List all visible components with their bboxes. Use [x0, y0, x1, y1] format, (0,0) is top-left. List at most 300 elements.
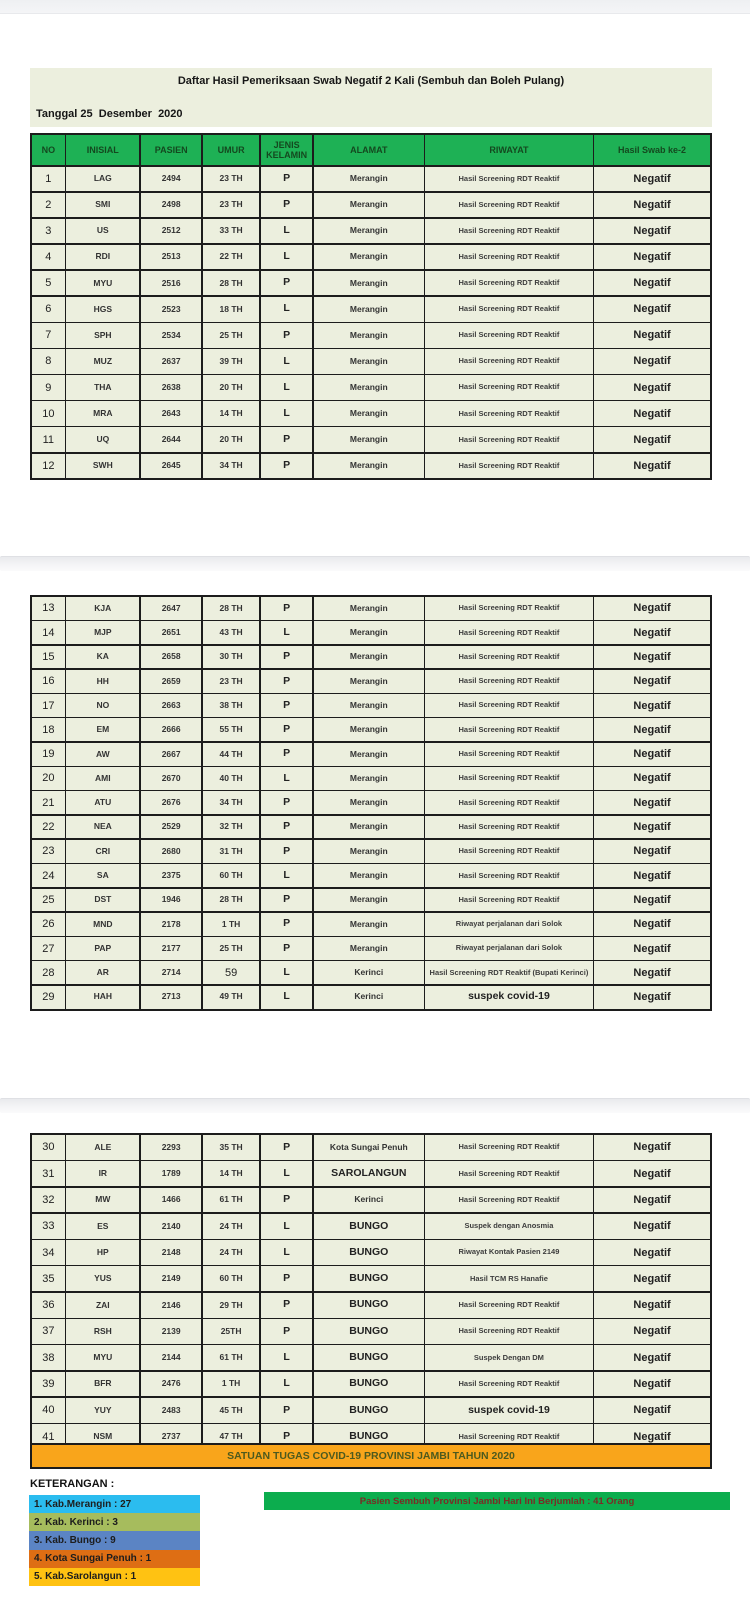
cell-hasil-swab: Negatif	[594, 889, 710, 912]
cell-riwayat: Hasil Screening RDT Reaktif	[425, 375, 592, 400]
cell-no: 3	[32, 219, 65, 244]
cell-hasil-swab: Negatif	[594, 1214, 710, 1239]
cell-pasien: 2659	[141, 670, 201, 693]
cell-pasien: 2149	[141, 1266, 201, 1291]
cell-umur: 1 TH	[203, 913, 259, 936]
cell-inisial: EM	[66, 718, 139, 741]
cell-pasien: 2144	[141, 1345, 201, 1370]
cell-riwayat: Hasil Screening RDT Reaktif	[425, 621, 592, 644]
cell-inisial: AMI	[66, 767, 139, 790]
legend-item: 4. Kota Sungai Penuh : 1	[29, 1550, 200, 1568]
cell-pasien: 2651	[141, 621, 201, 644]
cell-no: 18	[32, 718, 65, 741]
cell-inisial: MYU	[66, 271, 139, 296]
cell-no: 41	[32, 1424, 65, 1449]
legend-item: 5. Kab.Sarolangun : 1	[29, 1568, 200, 1586]
cell-riwayat: suspek covid-19	[425, 986, 592, 1009]
cell-jenis-kelamin: L	[261, 219, 313, 244]
cell-inisial: SMI	[66, 193, 139, 218]
cell-no: 19	[32, 743, 65, 766]
cell-pasien: 2676	[141, 791, 201, 814]
column-header-pasien: PASIEN	[141, 135, 201, 165]
cell-umur: 38 TH	[203, 694, 259, 717]
cell-hasil-swab: Negatif	[594, 1266, 710, 1291]
cell-jenis-kelamin: L	[261, 401, 313, 426]
column-header-umur: UMUR	[203, 135, 259, 165]
page-separator-1	[0, 556, 750, 571]
cell-alamat: Merangin	[314, 864, 424, 887]
page-separator-2	[0, 1098, 750, 1113]
cell-hasil-swab: Negatif	[594, 427, 710, 452]
cell-hasil-swab: Negatif	[594, 767, 710, 790]
cell-jenis-kelamin: L	[261, 349, 313, 374]
cell-no: 39	[32, 1372, 65, 1397]
cell-no: 31	[32, 1161, 65, 1186]
page-separator-top	[0, 0, 750, 14]
cell-jenis-kelamin: P	[261, 937, 313, 960]
cell-jenis-kelamin: P	[261, 816, 313, 839]
cell-alamat: SAROLANGUN	[314, 1161, 424, 1186]
cell-jenis-kelamin: P	[261, 670, 313, 693]
cell-pasien: 2534	[141, 323, 201, 348]
cell-riwayat: Hasil Screening RDT Reaktif	[425, 1319, 592, 1344]
cell-pasien: 2680	[141, 840, 201, 863]
cell-pasien: 2647	[141, 597, 201, 620]
cell-riwayat: Hasil Screening RDT Reaktif	[425, 646, 592, 669]
cell-umur: 43 TH	[203, 621, 259, 644]
cell-alamat: Merangin	[314, 454, 424, 479]
cell-jenis-kelamin: L	[261, 986, 313, 1009]
cell-pasien: 2494	[141, 167, 201, 192]
cell-alamat: Merangin	[314, 597, 424, 620]
column-header-no: NO	[32, 135, 65, 165]
cell-alamat: Merangin	[314, 297, 424, 322]
cell-pasien: 2148	[141, 1240, 201, 1265]
cell-no: 22	[32, 816, 65, 839]
cell-pasien: 2516	[141, 271, 201, 296]
cell-pasien: 2476	[141, 1372, 201, 1397]
cell-umur: 61 TH	[203, 1188, 259, 1213]
cell-no: 34	[32, 1240, 65, 1265]
cell-jenis-kelamin: L	[261, 961, 313, 984]
cell-umur: 24 TH	[203, 1240, 259, 1265]
cell-riwayat: Hasil Screening RDT Reaktif	[425, 840, 592, 863]
cell-pasien: 1946	[141, 889, 201, 912]
cell-umur: 33 TH	[203, 219, 259, 244]
cell-pasien: 2178	[141, 913, 201, 936]
cell-no: 11	[32, 427, 65, 452]
cell-inisial: SPH	[66, 323, 139, 348]
cell-alamat: Merangin	[314, 621, 424, 644]
cell-inisial: LAG	[66, 167, 139, 192]
cell-umur: 60 TH	[203, 864, 259, 887]
cell-hasil-swab: Negatif	[594, 271, 710, 296]
cell-hasil-swab: Negatif	[594, 245, 710, 270]
cell-hasil-swab: Negatif	[594, 718, 710, 741]
cell-hasil-swab: Negatif	[594, 597, 710, 620]
cell-riwayat: Hasil Screening RDT Reaktif	[425, 401, 592, 426]
cell-inisial: SWH	[66, 454, 139, 479]
cell-alamat: Merangin	[314, 427, 424, 452]
cell-inisial: MRA	[66, 401, 139, 426]
cell-riwayat: Riwayat perjalanan dari Solok	[425, 913, 592, 936]
cell-jenis-kelamin: L	[261, 1214, 313, 1239]
cell-no: 38	[32, 1345, 65, 1370]
cell-inisial: YUS	[66, 1266, 139, 1291]
cell-hasil-swab: Negatif	[594, 961, 710, 984]
cell-inisial: THA	[66, 375, 139, 400]
cell-alamat: BUNGO	[314, 1424, 424, 1449]
cell-jenis-kelamin: L	[261, 1240, 313, 1265]
cell-alamat: Kerinci	[314, 1188, 424, 1213]
cell-umur: 34 TH	[203, 791, 259, 814]
cell-umur: 32 TH	[203, 816, 259, 839]
task-force-footer: SATUAN TUGAS COVID-19 PROVINSI JAMBI TAHUN 2020	[30, 1443, 712, 1469]
cell-riwayat: Hasil Screening RDT Reaktif	[425, 1424, 592, 1449]
cell-jenis-kelamin: L	[261, 1372, 313, 1397]
cell-riwayat: Riwayat Kontak Pasien 2149	[425, 1240, 592, 1265]
cell-umur: 28 TH	[203, 597, 259, 620]
cell-riwayat: Hasil Screening RDT Reaktif	[425, 670, 592, 693]
cell-pasien: 2637	[141, 349, 201, 374]
cell-pasien: 1466	[141, 1188, 201, 1213]
cell-umur: 49 TH	[203, 986, 259, 1009]
cell-inisial: SA	[66, 864, 139, 887]
cell-riwayat: Hasil Screening RDT Reaktif	[425, 767, 592, 790]
cell-no: 14	[32, 621, 65, 644]
cell-pasien: 2666	[141, 718, 201, 741]
cell-pasien: 2644	[141, 427, 201, 452]
cell-umur: 29 TH	[203, 1293, 259, 1318]
cell-inisial: HAH	[66, 986, 139, 1009]
cell-alamat: Merangin	[314, 694, 424, 717]
cell-inisial: MYU	[66, 1345, 139, 1370]
cell-umur: 14 TH	[203, 401, 259, 426]
cell-umur: 23 TH	[203, 167, 259, 192]
cell-hasil-swab: Negatif	[594, 1319, 710, 1344]
cell-inisial: RSH	[66, 1319, 139, 1344]
cell-alamat: Merangin	[314, 375, 424, 400]
cell-umur: 34 TH	[203, 454, 259, 479]
cell-inisial: HGS	[66, 297, 139, 322]
cell-no: 32	[32, 1188, 65, 1213]
cell-riwayat: Riwayat perjalanan dari Solok	[425, 937, 592, 960]
cell-alamat: Kerinci	[314, 961, 424, 984]
report-title: Daftar Hasil Pemeriksaan Swab Negatif 2 Kali (Sembuh dan Boleh Pulang)	[177, 75, 565, 87]
cell-alamat: Kota Sungai Penuh	[314, 1135, 424, 1160]
legend-title: KETERANGAN :	[30, 1478, 115, 1490]
cell-pasien: 2713	[141, 986, 201, 1009]
cell-riwayat: Hasil Screening RDT Reaktif	[425, 297, 592, 322]
cell-riwayat: Hasil Screening RDT Reaktif	[425, 193, 592, 218]
cell-pasien: 2293	[141, 1135, 201, 1160]
cell-inisial: RDI	[66, 245, 139, 270]
cell-riwayat: Hasil Screening RDT Reaktif	[425, 245, 592, 270]
cell-riwayat: Suspek dengan Anosmia	[425, 1214, 592, 1239]
cell-alamat: BUNGO	[314, 1398, 424, 1423]
cell-inisial: HH	[66, 670, 139, 693]
column-header-hasil-swab: Hasil Swab ke-2	[594, 135, 710, 165]
cell-inisial: CRI	[66, 840, 139, 863]
cell-hasil-swab: Negatif	[594, 1398, 710, 1423]
cell-alamat: BUNGO	[314, 1345, 424, 1370]
cell-umur: 44 TH	[203, 743, 259, 766]
cell-hasil-swab: Negatif	[594, 840, 710, 863]
cell-pasien: 2512	[141, 219, 201, 244]
cell-jenis-kelamin: L	[261, 767, 313, 790]
cell-inisial: ES	[66, 1214, 139, 1239]
cell-jenis-kelamin: P	[261, 646, 313, 669]
cell-umur: 28 TH	[203, 271, 259, 296]
cell-umur: 40 TH	[203, 767, 259, 790]
cell-umur: 23 TH	[203, 670, 259, 693]
cell-inisial: YUY	[66, 1398, 139, 1423]
cell-no: 17	[32, 694, 65, 717]
cell-no: 25	[32, 889, 65, 912]
cell-alamat: BUNGO	[314, 1240, 424, 1265]
column-header-alamat: ALAMAT	[314, 135, 424, 165]
cell-umur: 35 TH	[203, 1135, 259, 1160]
cell-riwayat: Hasil Screening RDT Reaktif	[425, 454, 592, 479]
cell-hasil-swab: Negatif	[594, 621, 710, 644]
cell-inisial: NSM	[66, 1424, 139, 1449]
cell-riwayat: Hasil Screening RDT Reaktif	[425, 694, 592, 717]
cell-riwayat: Hasil Screening RDT Reaktif	[425, 718, 592, 741]
cell-pasien: 2658	[141, 646, 201, 669]
cell-inisial: ATU	[66, 791, 139, 814]
column-header-jenis-kelamin: JENIS KELAMIN	[261, 135, 313, 165]
cell-no: 30	[32, 1135, 65, 1160]
cell-jenis-kelamin: L	[261, 621, 313, 644]
cell-alamat: BUNGO	[314, 1293, 424, 1318]
cell-pasien: 2146	[141, 1293, 201, 1318]
cell-umur: 45 TH	[203, 1398, 259, 1423]
cell-hasil-swab: Negatif	[594, 1345, 710, 1370]
cell-hasil-swab: Negatif	[594, 1372, 710, 1397]
cell-umur: 25TH	[203, 1319, 259, 1344]
cell-pasien: 2663	[141, 694, 201, 717]
cell-jenis-kelamin: P	[261, 427, 313, 452]
cell-umur: 1 TH	[203, 1372, 259, 1397]
cell-no: 16	[32, 670, 65, 693]
cell-umur: 24 TH	[203, 1214, 259, 1239]
cell-no: 20	[32, 767, 65, 790]
cell-hasil-swab: Negatif	[594, 1188, 710, 1213]
cell-riwayat: Hasil Screening RDT Reaktif	[425, 219, 592, 244]
cell-pasien: 2529	[141, 816, 201, 839]
cell-umur: 25 TH	[203, 937, 259, 960]
recovered-summary-banner: Pasien Sembuh Provinsi Jambi Hari Ini Berjumlah : 41 Orang	[264, 1492, 730, 1510]
cell-jenis-kelamin: P	[261, 454, 313, 479]
cell-umur: 20 TH	[203, 427, 259, 452]
cell-jenis-kelamin: P	[261, 694, 313, 717]
cell-inisial: IR	[66, 1161, 139, 1186]
cell-alamat: Merangin	[314, 271, 424, 296]
cell-riwayat: Hasil Screening RDT Reaktif	[425, 791, 592, 814]
cell-riwayat: Hasil Screening RDT Reaktif	[425, 743, 592, 766]
cell-inisial: KA	[66, 646, 139, 669]
cell-jenis-kelamin: P	[261, 1135, 313, 1160]
cell-jenis-kelamin: L	[261, 297, 313, 322]
cell-umur: 28 TH	[203, 889, 259, 912]
cell-no: 28	[32, 961, 65, 984]
column-header-riwayat: RIWAYAT	[425, 135, 592, 165]
cell-alamat: BUNGO	[314, 1266, 424, 1291]
cell-inisial: AR	[66, 961, 139, 984]
cell-hasil-swab: Negatif	[594, 986, 710, 1009]
cell-riwayat: Hasil Screening RDT Reaktif	[425, 167, 592, 192]
cell-no: 23	[32, 840, 65, 863]
cell-inisial: AW	[66, 743, 139, 766]
cell-alamat: Merangin	[314, 646, 424, 669]
swab-table-section-3	[30, 1133, 712, 1451]
cell-alamat: Merangin	[314, 718, 424, 741]
cell-riwayat: Hasil Screening RDT Reaktif	[425, 1135, 592, 1160]
cell-riwayat: Hasil TCM RS Hanafie	[425, 1266, 592, 1291]
cell-umur: 59	[203, 961, 259, 984]
cell-hasil-swab: Negatif	[594, 297, 710, 322]
cell-umur: 47 TH	[203, 1424, 259, 1449]
cell-pasien: 2645	[141, 454, 201, 479]
cell-alamat: Kerinci	[314, 986, 424, 1009]
cell-pasien: 2177	[141, 937, 201, 960]
cell-inisial: US	[66, 219, 139, 244]
cell-alamat: Merangin	[314, 349, 424, 374]
cell-no: 1	[32, 167, 65, 192]
cell-alamat: BUNGO	[314, 1319, 424, 1344]
legend-item: 1. Kab.Merangin : 27	[29, 1495, 200, 1513]
cell-umur: 14 TH	[203, 1161, 259, 1186]
cell-jenis-kelamin: P	[261, 1266, 313, 1291]
cell-jenis-kelamin: P	[261, 167, 313, 192]
cell-jenis-kelamin: P	[261, 1293, 313, 1318]
cell-no: 15	[32, 646, 65, 669]
cell-inisial: MUZ	[66, 349, 139, 374]
cell-no: 12	[32, 454, 65, 479]
cell-alamat: Merangin	[314, 767, 424, 790]
cell-alamat: Merangin	[314, 670, 424, 693]
cell-no: 24	[32, 864, 65, 887]
cell-jenis-kelamin: P	[261, 791, 313, 814]
cell-hasil-swab: Negatif	[594, 1240, 710, 1265]
cell-inisial: HP	[66, 1240, 139, 1265]
cell-umur: 39 TH	[203, 349, 259, 374]
cell-hasil-swab: Negatif	[594, 743, 710, 766]
cell-alamat: Merangin	[314, 840, 424, 863]
cell-riwayat: Hasil Screening RDT Reaktif	[425, 1372, 592, 1397]
cell-jenis-kelamin: L	[261, 245, 313, 270]
cell-hasil-swab: Negatif	[594, 454, 710, 479]
cell-hasil-swab: Negatif	[594, 670, 710, 693]
cell-alamat: Merangin	[314, 219, 424, 244]
cell-hasil-swab: Negatif	[594, 791, 710, 814]
cell-umur: 20 TH	[203, 375, 259, 400]
cell-alamat: Merangin	[314, 323, 424, 348]
cell-alamat: Merangin	[314, 401, 424, 426]
cell-inisial: ALE	[66, 1135, 139, 1160]
cell-pasien: 2523	[141, 297, 201, 322]
cell-umur: 60 TH	[203, 1266, 259, 1291]
cell-alamat: Merangin	[314, 167, 424, 192]
cell-jenis-kelamin: P	[261, 1319, 313, 1344]
cell-pasien: 2638	[141, 375, 201, 400]
cell-jenis-kelamin: L	[261, 1345, 313, 1370]
cell-pasien: 1789	[141, 1161, 201, 1186]
cell-inisial: MND	[66, 913, 139, 936]
cell-hasil-swab: Negatif	[594, 193, 710, 218]
cell-umur: 30 TH	[203, 646, 259, 669]
cell-jenis-kelamin: P	[261, 913, 313, 936]
cell-umur: 23 TH	[203, 193, 259, 218]
cell-inisial: DST	[66, 889, 139, 912]
cell-no: 5	[32, 271, 65, 296]
legend-item: 2. Kab. Kerinci : 3	[29, 1513, 200, 1531]
cell-riwayat: Suspek Dengan DM	[425, 1345, 592, 1370]
report-header	[30, 68, 712, 127]
cell-alamat: Merangin	[314, 913, 424, 936]
cell-jenis-kelamin: P	[261, 1398, 313, 1423]
cell-riwayat: Hasil Screening RDT Reaktif	[425, 1293, 592, 1318]
cell-jenis-kelamin: L	[261, 1161, 313, 1186]
cell-alamat: BUNGO	[314, 1214, 424, 1239]
cell-no: 6	[32, 297, 65, 322]
cell-pasien: 2375	[141, 864, 201, 887]
cell-jenis-kelamin: P	[261, 193, 313, 218]
cell-riwayat: Hasil Screening RDT Reaktif	[425, 427, 592, 452]
cell-riwayat: Hasil Screening RDT Reaktif	[425, 864, 592, 887]
cell-no: 4	[32, 245, 65, 270]
cell-no: 27	[32, 937, 65, 960]
cell-alamat: Merangin	[314, 193, 424, 218]
report-date: Tanggal 25 Desember 2020	[36, 108, 183, 120]
cell-riwayat: Hasil Screening RDT Reaktif	[425, 597, 592, 620]
cell-alamat: Merangin	[314, 937, 424, 960]
cell-pasien: 2498	[141, 193, 201, 218]
cell-jenis-kelamin: L	[261, 864, 313, 887]
cell-riwayat: Hasil Screening RDT Reaktif	[425, 323, 592, 348]
cell-inisial: UQ	[66, 427, 139, 452]
cell-inisial: MJP	[66, 621, 139, 644]
cell-alamat: Merangin	[314, 791, 424, 814]
cell-alamat: Merangin	[314, 743, 424, 766]
cell-umur: 61 TH	[203, 1345, 259, 1370]
cell-jenis-kelamin: P	[261, 718, 313, 741]
cell-hasil-swab: Negatif	[594, 1161, 710, 1186]
cell-pasien: 2140	[141, 1214, 201, 1239]
swab-table-section-1	[30, 133, 712, 480]
cell-pasien: 2670	[141, 767, 201, 790]
cell-jenis-kelamin: P	[261, 889, 313, 912]
cell-no: 10	[32, 401, 65, 426]
cell-riwayat: Hasil Screening RDT Reaktif	[425, 816, 592, 839]
cell-alamat: BUNGO	[314, 1372, 424, 1397]
cell-inisial: MW	[66, 1188, 139, 1213]
cell-pasien: 2483	[141, 1398, 201, 1423]
cell-hasil-swab: Negatif	[594, 349, 710, 374]
cell-alamat: Merangin	[314, 889, 424, 912]
cell-inisial: BFR	[66, 1372, 139, 1397]
cell-jenis-kelamin: P	[261, 1424, 313, 1449]
cell-no: 9	[32, 375, 65, 400]
cell-riwayat: suspek covid-19	[425, 1398, 592, 1423]
cell-jenis-kelamin: P	[261, 271, 313, 296]
cell-jenis-kelamin: P	[261, 743, 313, 766]
cell-jenis-kelamin: P	[261, 597, 313, 620]
cell-riwayat: Hasil Screening RDT Reaktif	[425, 349, 592, 374]
cell-hasil-swab: Negatif	[594, 375, 710, 400]
cell-pasien: 2513	[141, 245, 201, 270]
cell-riwayat: Hasil Screening RDT Reaktif	[425, 1188, 592, 1213]
